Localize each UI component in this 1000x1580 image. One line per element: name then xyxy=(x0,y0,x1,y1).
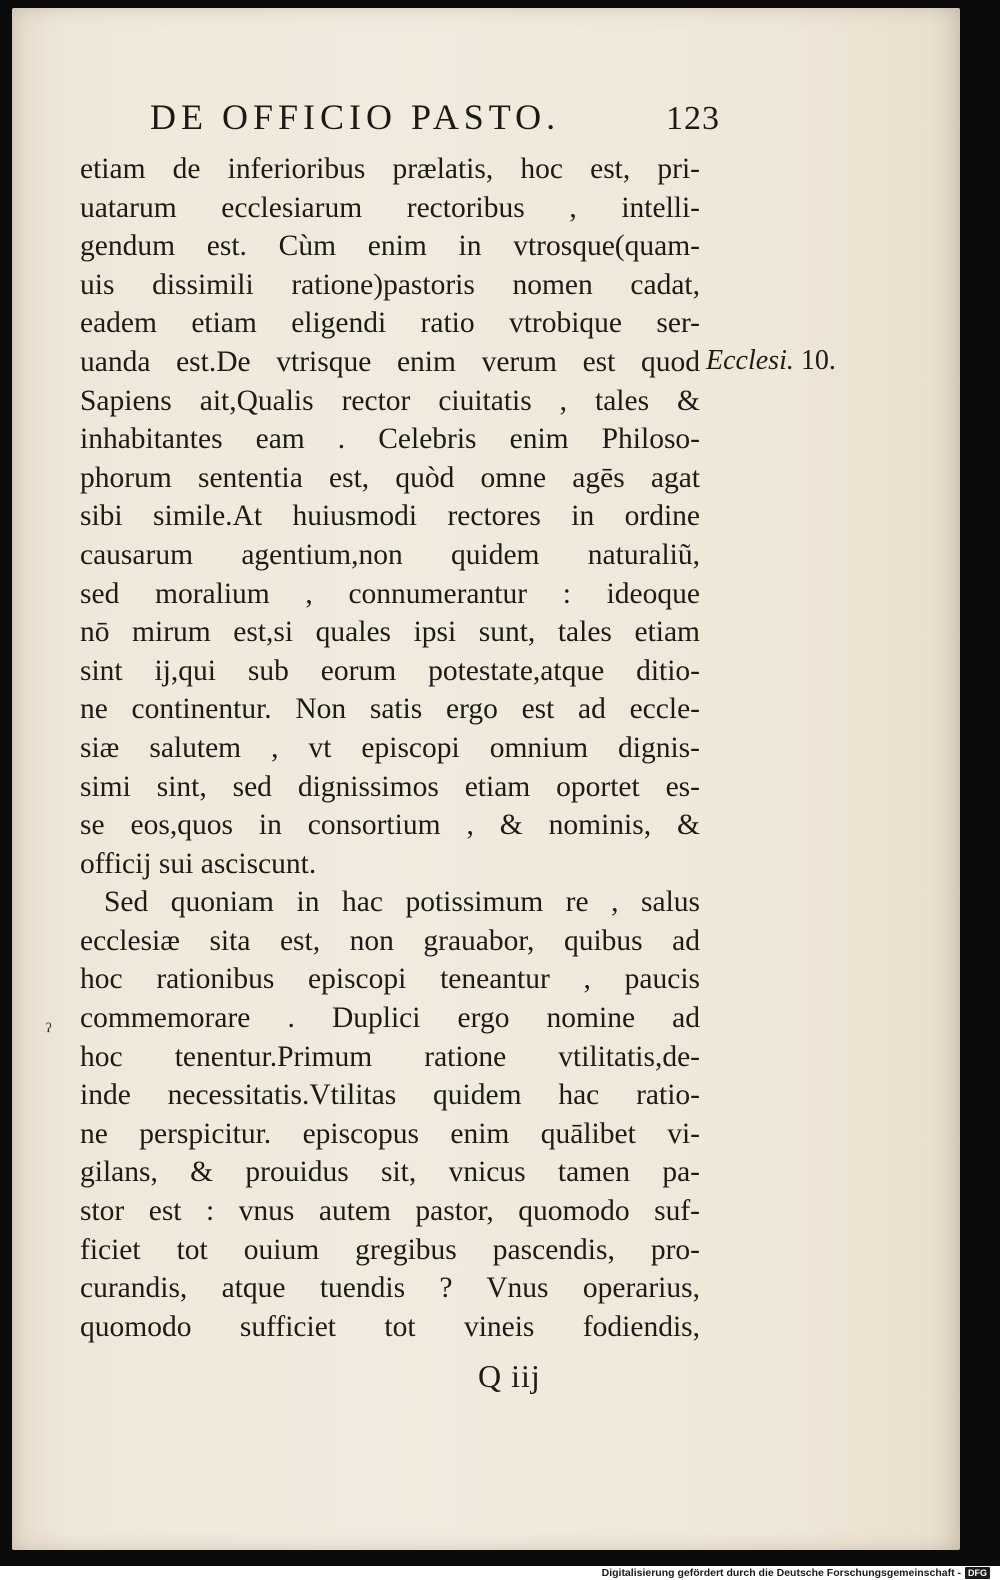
text-line: uis dissimili ratione)pastoris nomen cadat, xyxy=(80,268,700,301)
text-line: hoc rationibus episcopi teneantur , paucis xyxy=(80,963,700,996)
text-line: quomodo sufficiet tot vineis fodiendis, xyxy=(80,1310,700,1343)
text-line: commemorare . Duplici ergo nomine ad xyxy=(80,1002,700,1035)
text-line: se eos,quos in consortium , & nominis, & xyxy=(80,809,700,842)
text-line-paragraph-end: officij sui asciscunt. xyxy=(80,847,317,880)
running-head-title: DE OFFICIO PASTO. xyxy=(150,97,561,137)
text-line: siæ salutem , vt episcopi omnium dignis- xyxy=(80,731,700,764)
text-line: simi sint, sed dignissimos etiam oportet es- xyxy=(80,770,700,803)
text-line: curandis, atque tuendis ? Vnus operarius, xyxy=(80,1272,700,1305)
body-text xyxy=(80,150,700,1346)
text-line: sint ij,qui sub eorum potestate,atque ditio- xyxy=(80,654,700,687)
text-line: stor est : vnus autem pastor, quomodo suf- xyxy=(80,1195,700,1228)
page-number: 123 xyxy=(666,100,720,137)
footer-text: Digitalisierung gefördert durch die Deutsche Forschungsgemeinschaft - xyxy=(601,1567,961,1579)
text-line: ficiet tot ouium gregibus pascendis, pro- xyxy=(80,1233,700,1266)
text-line: phorum sententia est, quòd omne agēs agat xyxy=(80,461,700,494)
text-line: Sapiens ait,Qualis rector ciuitatis , tales & xyxy=(80,384,700,417)
text-line: ne continentur. Non satis ergo est ad eccle- xyxy=(80,693,700,726)
text-line: ecclesiæ sita est, non grauabor, quibus ad xyxy=(80,924,700,957)
marginal-note-reference: Ecclesi. xyxy=(706,345,794,376)
text-line: causarum agentium,non quidem naturaliũ, xyxy=(80,538,700,571)
text-line: inhabitantes eam . Celebris enim Philoso- xyxy=(80,423,700,456)
text-line: ne perspicitur. episcopus enim quālibet vi- xyxy=(80,1117,700,1150)
text-line-paragraph-start: Sed quoniam in hac potissimum re , salus xyxy=(104,886,700,919)
digitization-footer xyxy=(602,1566,990,1580)
marginal-note-chapter: 10. xyxy=(800,345,836,376)
text-line: uanda est.De vtrisque enim verum est quod xyxy=(80,345,700,378)
text-line: gilans, & prouidus sit, vnicus tamen pa- xyxy=(80,1156,700,1189)
text-line: gendum est. Cùm enim in vtrosque(quam- xyxy=(80,230,700,263)
text-line: hoc tenentur.Primum ratione vtilitatis,de- xyxy=(80,1040,700,1073)
text-line: sed moralium , connumerantur : ideoque xyxy=(80,577,700,610)
signature-mark: Q iij xyxy=(478,1358,541,1394)
marginal-note xyxy=(706,345,836,377)
stray-ink-mark: ˀ xyxy=(46,1018,52,1043)
running-head xyxy=(150,96,720,136)
text-line: uatarum ecclesiarum rectoribus , intelli- xyxy=(80,191,700,224)
text-line: inde necessitatis.Vtilitas quidem hac ratio- xyxy=(80,1079,700,1112)
page-edge-shading xyxy=(930,8,960,1550)
text-line: eadem etiam eligendi ratio vtrobique ser- xyxy=(80,307,700,340)
text-line: nō mirum est,si quales ipsi sunt, tales etiam xyxy=(80,616,700,649)
dfg-logo-icon: DFG xyxy=(965,1567,990,1579)
text-line: sibi simile.At huiusmodi rectores in ordine xyxy=(80,500,700,533)
text-line: etiam de inferioribus prælatis, hoc est, pri- xyxy=(80,153,700,185)
